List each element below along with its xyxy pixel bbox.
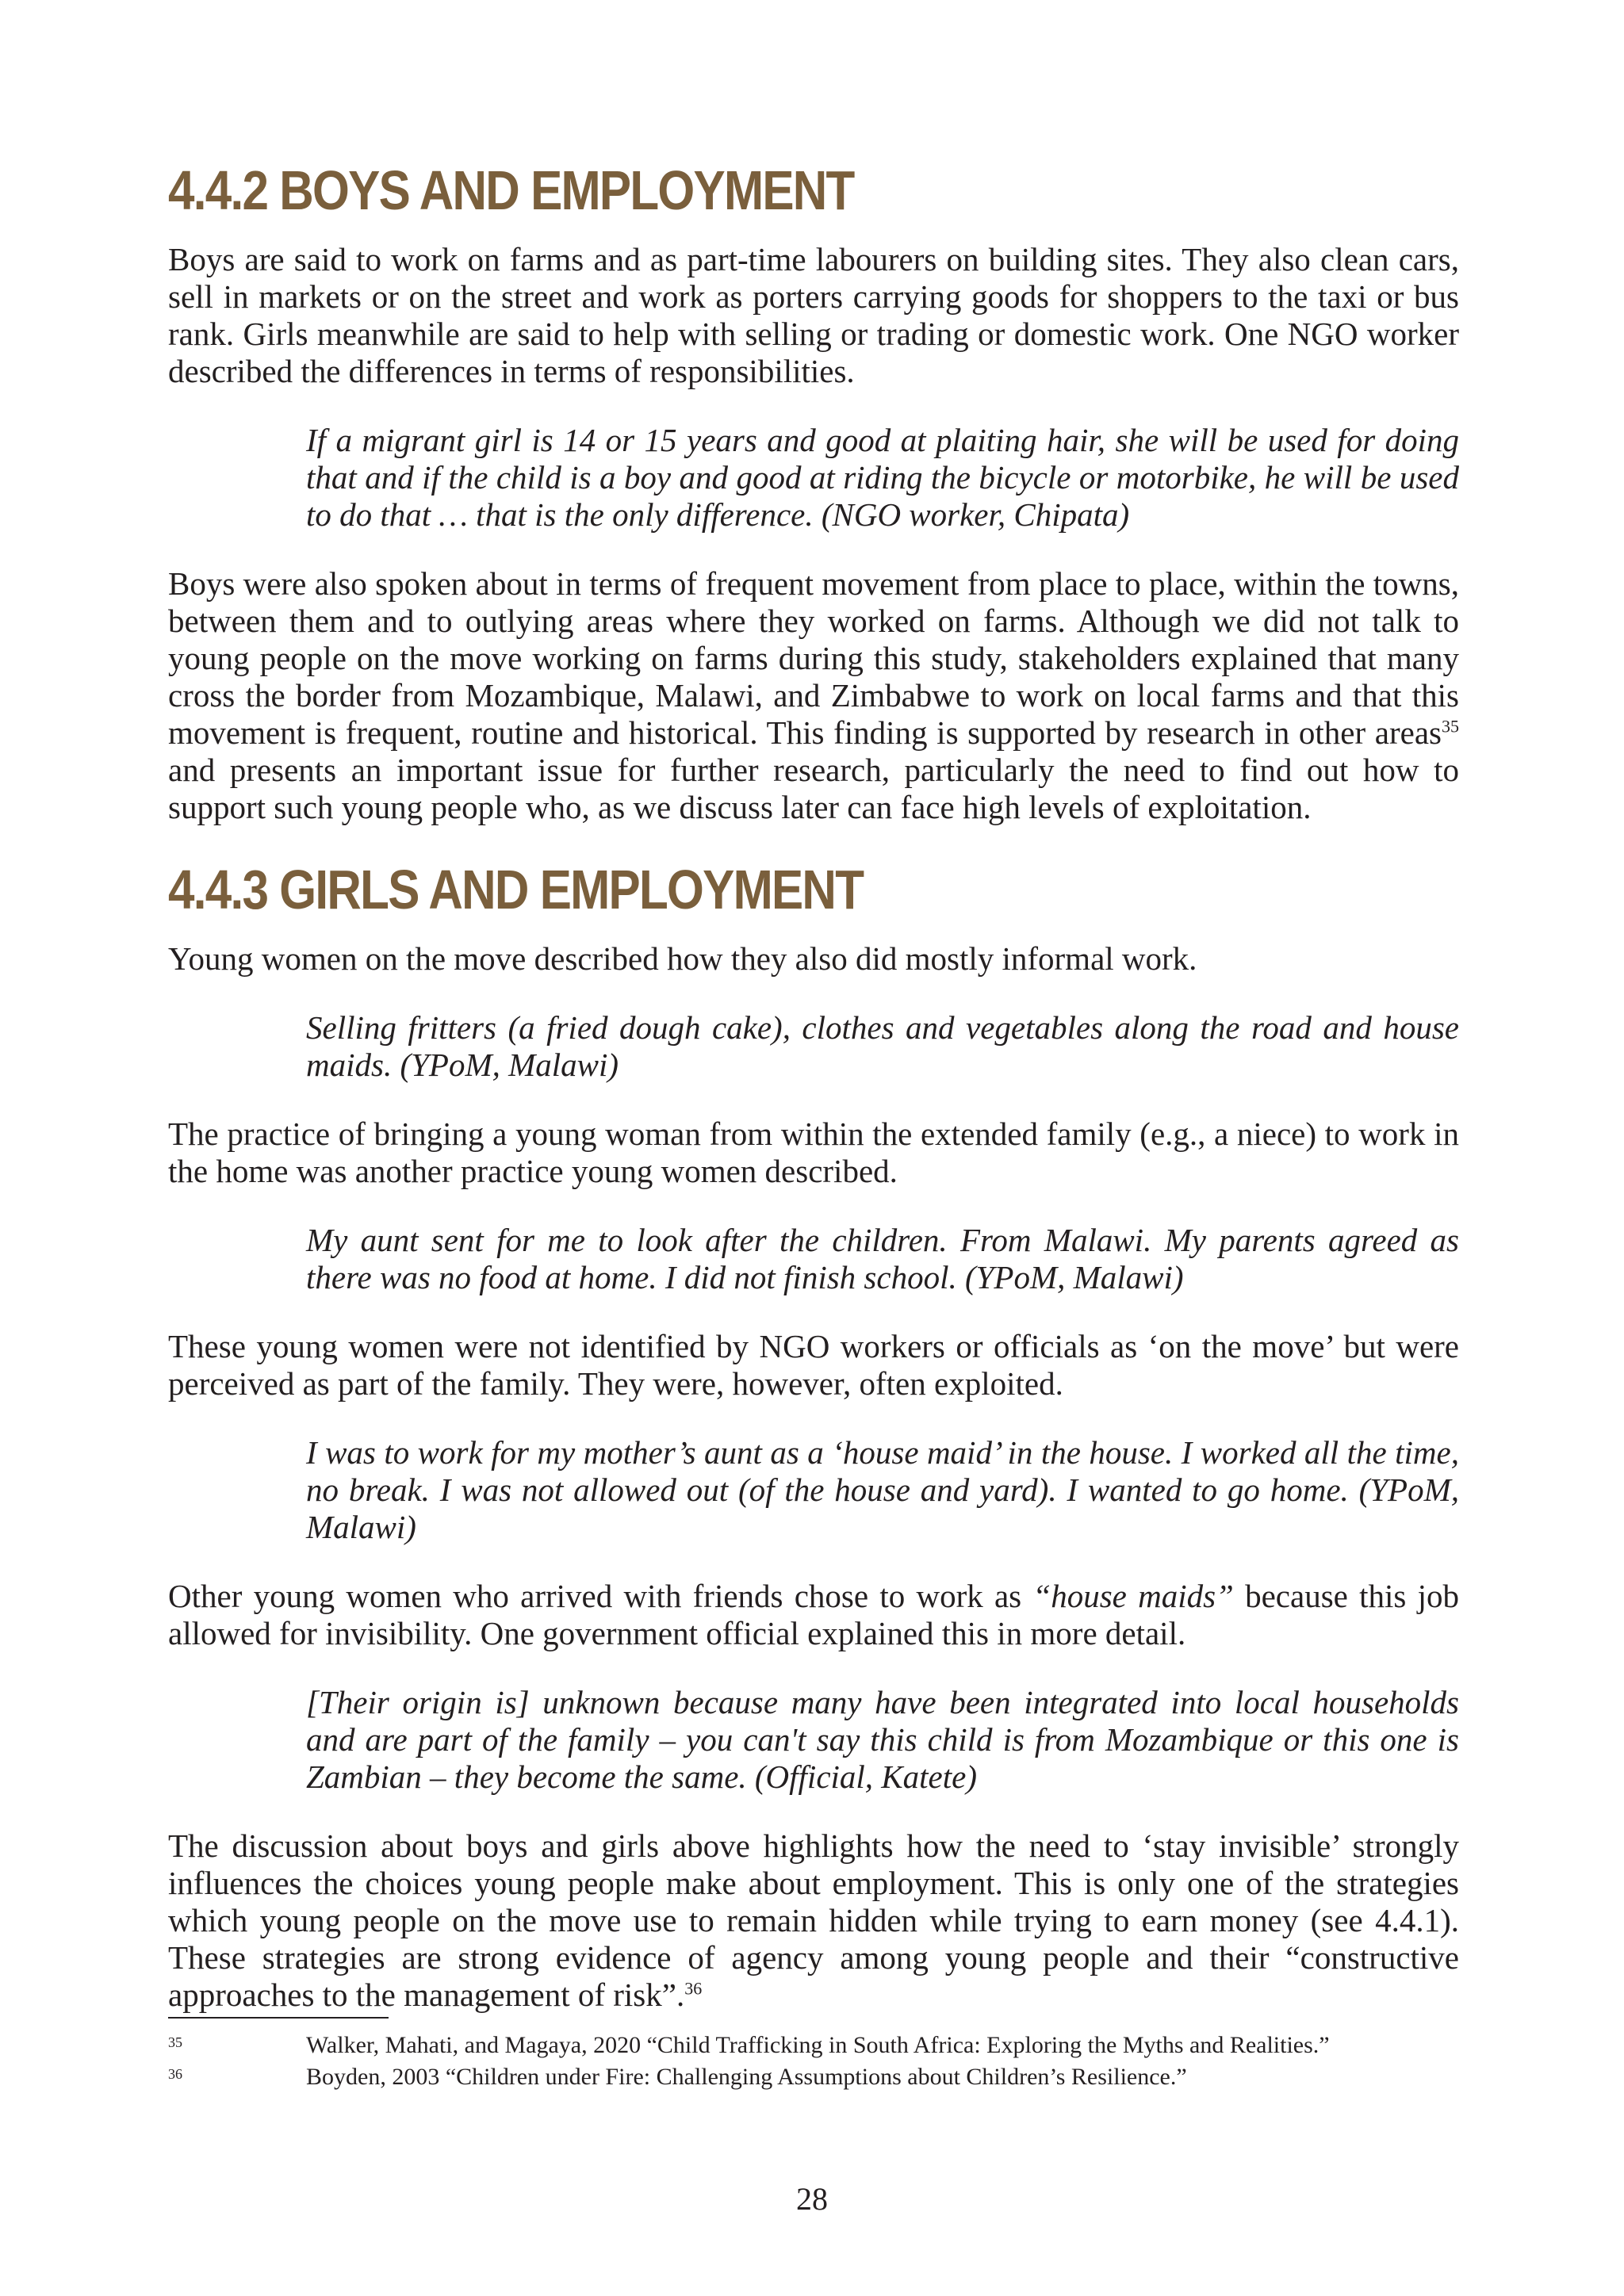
page-content — [168, 159, 1459, 2093]
paragraph-invisibility-text-end: because this job allowed for invisibility. One government official explained this in more detail. — [168, 1578, 1459, 1651]
footnote-36 — [168, 2061, 1459, 2093]
quote-official-katete: [Their origin is] unknown because many have been integrated into local households and are part of the family – you can't say this child is from Mozambique or this one is Zambian – they become the same. (Official, Katete) — [306, 1684, 1459, 1795]
paragraph-boys-movement-text-end: and presents an important issue for further research, particularly the need to find out how to support such young people who, as we discuss later can face high levels of exploitation. — [168, 752, 1459, 825]
paragraph-invisibility-text: Other young women who arrived with friends chose to work as — [168, 1578, 1033, 1614]
quote-ngo-worker: If a migrant girl is 14 or 15 years and good at plaiting hair, she will be used for doing that and if the child is a boy and good at riding the bicycle or motorbike, he will be used to do that … that is the only difference. (NGO worker, Chipata) — [306, 422, 1459, 533]
paragraph-young-women-informal: Young women on the move described how they also did mostly informal work. — [168, 940, 1197, 977]
footnote-number: 36 — [168, 2066, 182, 2082]
footnote-ref-35[interactable]: 35 — [1442, 716, 1459, 737]
section-heading-boys-employment: 4.4.2 BOYS AND EMPLOYMENT — [168, 159, 854, 221]
footnote-ref-36[interactable]: 36 — [684, 1978, 703, 1999]
footnote-35 — [168, 2030, 1459, 2061]
paragraph-invisibility-italic: “house maids” — [1032, 1578, 1234, 1614]
paragraph-extended-family: The practice of bringing a young woman from within the extended family (e.g., a niece) to work in the home was another practice young women described. — [168, 1115, 1459, 1189]
quote-house-maid: I was to work for my mother’s aunt as a ‘house maid’ in the house. I worked all the time, no break. I was not allowed out (of the house and yard). I wanted to go home. (YPoM, Malawi) — [306, 1434, 1459, 1545]
paragraph-discussion — [168, 1827, 1459, 2014]
quote-selling-fritters: Selling fritters (a fried dough cake), clothes and vegetables along the road and house maids. (YPoM, Malawi) — [306, 1009, 1459, 1083]
section-heading-girls-employment: 4.4.3 GIRLS AND EMPLOYMENT — [168, 859, 864, 920]
paragraph-invisibility — [168, 1578, 1459, 1652]
footnote-divider — [168, 2017, 389, 2019]
quote-aunt: My aunt sent for me to look after the children. From Malawi. My parents agreed as there was no food at home. I did not finish school. (YPoM, Malawi) — [306, 1222, 1459, 1295]
page-number: 28 — [796, 2181, 828, 2217]
paragraph-not-identified: These young women were not identified by NGO workers or officials as ‘on the move’ but were perceived as part of the family. They were, however, often exploited. — [168, 1328, 1459, 1402]
paragraph-boys-work: Boys are said to work on farms and as part-time labourers on building sites. They also clean cars, sell in markets or on the street and work as porters carrying goods for shoppers to the taxi or bus rank. Girls meanwhile are said to help with selling or trading or domestic work. One NGO worker described the differences in terms of responsibilities. — [168, 241, 1459, 389]
footnote-text: Boyden, 2003 “Children under Fire: Challenging Assumptions about Children’s Resilience.” — [306, 2064, 1187, 2090]
paragraph-boys-movement-text: Boys were also spoken about in terms of frequent movement from place to place, within the towns, between them and to outlying areas where they worked on farms. Although we did not talk to young people on the move working on farms during this study, stakeholders explained that many cross the border from Mozambique, Malawi, and Zimbabwe to work on local farms and that this movement is frequent, routine and historical. This finding is supported by research in other areas — [168, 565, 1459, 751]
footnote-number: 35 — [168, 2034, 182, 2050]
paragraph-boys-movement — [168, 565, 1459, 826]
footnote-text: Walker, Mahati, and Magaya, 2020 “Child Trafficking in South Africa: Exploring the Myths and Realities.” — [306, 2032, 1330, 2058]
paragraph-discussion-text: The discussion about boys and girls above highlights how the need to ‘stay invisible’ strongly influences the choices young people make about employment. This is only one of the strategies which young people on the move use to remain hidden while trying to earn money (see 4.4.1). These strategies are strong evidence of agency among young people and their “constructive approaches to the management of risk”. — [168, 1827, 1459, 2013]
